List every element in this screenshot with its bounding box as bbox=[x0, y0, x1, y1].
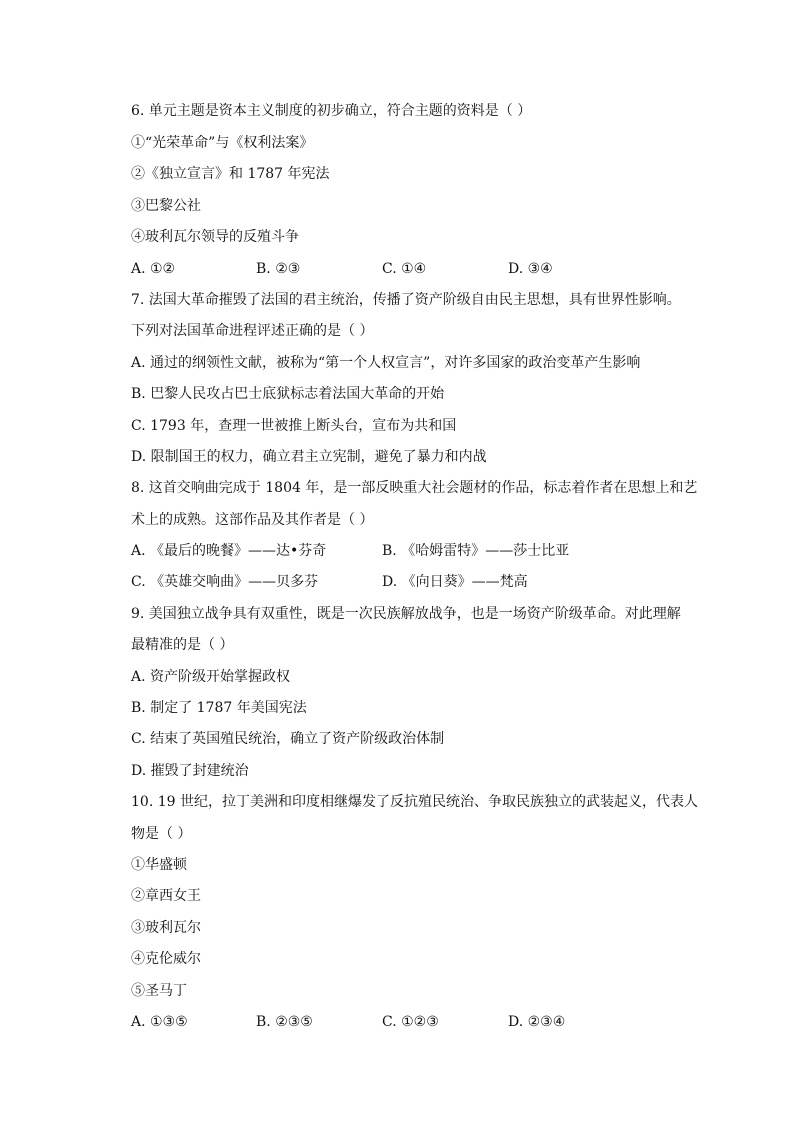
q8-option-c: C. 《英雄交响曲》——贝多芬 bbox=[131, 574, 319, 590]
q6-option-a: A. ①② bbox=[131, 261, 176, 277]
q10-option-c: C. ①②③ bbox=[382, 1014, 439, 1030]
q10-stem-line-2: 物是（ ） bbox=[131, 826, 192, 842]
q8-stem-line-1: 8. 这首交响曲完成于 1804 年，是一部反映重大社会题材的作品，标志着作者在思想上和艺 bbox=[131, 480, 698, 496]
q6-option-b: B. ②③ bbox=[256, 261, 301, 277]
q10-option-a: A. ①③⑤ bbox=[131, 1014, 188, 1030]
q6-item-1: ①“光荣革命”与《权利法案》 bbox=[131, 135, 314, 151]
q8-option-d: D. 《向日葵》——梵高 bbox=[382, 574, 528, 590]
q9-option-c: C. 结束了英国殖民统治，确立了资产阶级政治体制 bbox=[131, 731, 445, 747]
q9-option-b: B. 制定了 1787 年美国宪法 bbox=[131, 700, 307, 716]
q6-item-4: ④玻利瓦尔领导的反殖斗争 bbox=[131, 229, 299, 245]
q7-stem-line-1: 7. 法国大革命摧毁了法国的君主统治，传播了资产阶级自由民主思想，具有世界性影响。 bbox=[131, 292, 681, 308]
q6-stem: 6. 单元主题是资本主义制度的初步确立，符合主题的资料是（ ） bbox=[131, 103, 532, 119]
q6-item-3: ③巴黎公社 bbox=[131, 198, 201, 214]
q7-option-c: C. 1793 年，查理一世被推上断头台，宣布为共和国 bbox=[131, 418, 457, 434]
q10-item-2: ②章西女王 bbox=[131, 888, 201, 904]
q7-option-d: D. 限制国王的权力，确立君主立宪制，避免了暴力和内战 bbox=[131, 449, 487, 465]
q10-item-3: ③玻利瓦尔 bbox=[131, 920, 201, 936]
q9-option-d: D. 摧毁了封建统治 bbox=[131, 763, 249, 779]
q8-option-b: B. 《哈姆雷特》——莎士比亚 bbox=[382, 543, 570, 559]
q10-option-d: D. ②③④ bbox=[508, 1014, 566, 1030]
q10-item-1: ①华盛顿 bbox=[131, 857, 187, 873]
q10-stem-line-1: 10. 19 世纪，拉丁美洲和印度相继爆发了反抗殖民统治、争取民族独立的武装起义，代表人 bbox=[131, 794, 698, 810]
q6-option-d: D. ③④ bbox=[508, 261, 553, 277]
q9-stem-line-2: 最精准的是（ ） bbox=[131, 637, 234, 653]
q6-item-2: ②《独立宣言》和 1787 年宪法 bbox=[131, 166, 330, 182]
q10-item-4: ④克伦威尔 bbox=[131, 951, 201, 967]
q8-option-a: A. 《最后的晚餐》——达•芬奇 bbox=[131, 543, 327, 559]
q7-stem-line-2: 下列对法国革命进程评述正确的是（ ） bbox=[131, 323, 374, 339]
q7-option-a: A. 通过的纲领性文献，被称为“第一个人权宣言”，对许多国家的政治变革产生影响 bbox=[131, 355, 641, 371]
q9-stem-line-1: 9. 美国独立战争具有双重性，既是一次民族解放战争，也是一场资产阶级革命。对此理解 bbox=[131, 606, 681, 622]
q9-option-a: A. 资产阶级开始掌握政权 bbox=[131, 669, 291, 685]
q10-item-5: ⑤圣马丁 bbox=[131, 983, 187, 999]
q8-stem-line-2: 术上的成熟。这部作品及其作者是（ ） bbox=[131, 512, 374, 528]
q7-option-b: B. 巴黎人民攻占巴士底狱标志着法国大革命的开始 bbox=[131, 386, 445, 402]
q6-option-c: C. ①④ bbox=[382, 261, 427, 277]
q10-option-b: B. ②③⑤ bbox=[256, 1014, 313, 1030]
